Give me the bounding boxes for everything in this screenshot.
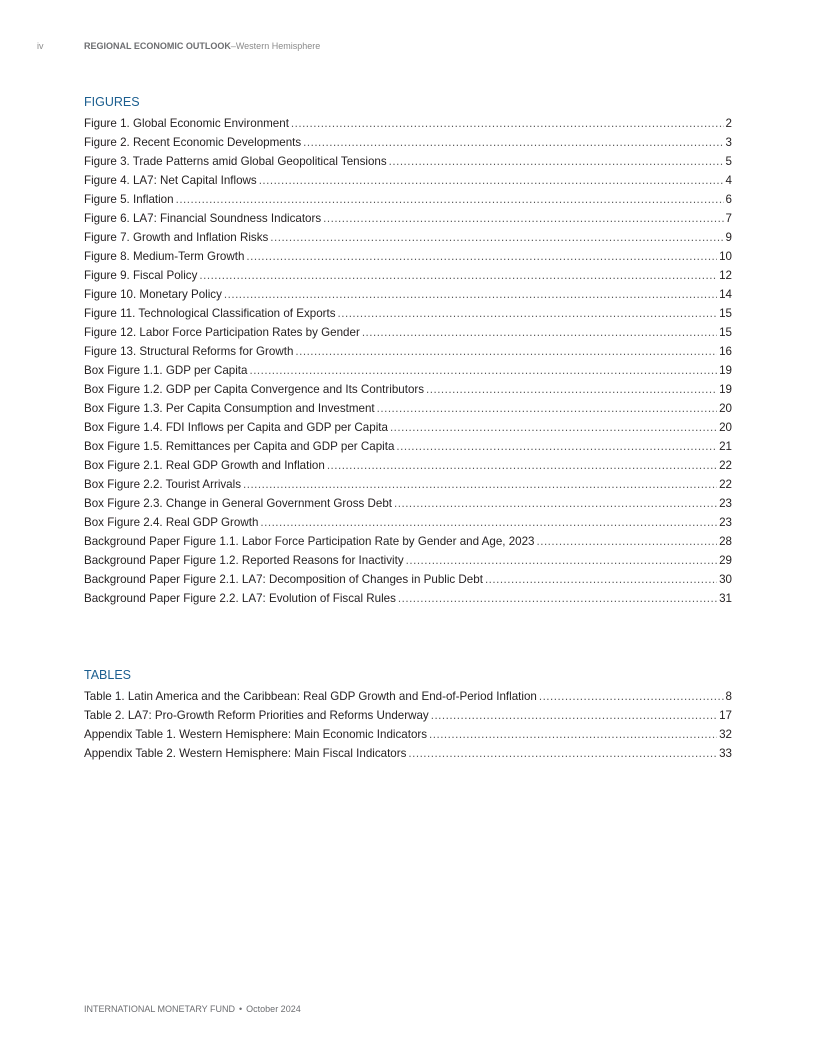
toc-entry-page: 8 xyxy=(725,690,732,703)
toc-entry-label: Figure 3. Trade Patterns amid Global Geopolitical Tensions xyxy=(84,155,387,168)
toc-entry-label: Box Figure 1.5. Remittances per Capita and GDP per Capita xyxy=(84,440,395,453)
toc-entry-label: Figure 1. Global Economic Environment xyxy=(84,117,289,130)
toc-entry-label: Figure 2. Recent Economic Developments xyxy=(84,136,302,149)
toc-entry-page: 12 xyxy=(719,269,732,282)
toc-entry[interactable] xyxy=(84,285,732,304)
toc-entry[interactable] xyxy=(84,323,732,342)
dot-leader xyxy=(485,570,717,589)
toc-entry-page: 19 xyxy=(719,364,732,377)
toc-entry[interactable] xyxy=(84,247,732,266)
toc-entry[interactable] xyxy=(84,744,732,763)
dot-leader xyxy=(429,725,717,744)
toc-entry[interactable] xyxy=(84,190,732,209)
toc-entry-page: 20 xyxy=(719,421,732,434)
page-footer xyxy=(84,1004,301,1014)
dot-leader xyxy=(270,228,723,247)
dot-leader xyxy=(291,114,724,133)
toc-entry-page: 28 xyxy=(719,535,732,548)
toc-entry-label: Figure 5. Inflation xyxy=(84,193,174,206)
tables-section xyxy=(84,666,732,763)
toc-entry-label: Figure 9. Fiscal Policy xyxy=(84,269,198,282)
toc-entry[interactable] xyxy=(84,152,732,171)
dot-leader xyxy=(323,209,723,228)
dot-leader xyxy=(394,494,717,513)
footer-date: October 2024 xyxy=(246,1004,301,1014)
running-title-sub: –Western Hemisphere xyxy=(230,41,321,51)
dot-leader xyxy=(389,152,724,171)
toc-entry-page: 17 xyxy=(719,709,732,722)
toc-entry-page: 29 xyxy=(719,554,732,567)
dot-leader xyxy=(249,361,717,380)
toc-entry[interactable] xyxy=(84,133,732,152)
toc-entry-page: 32 xyxy=(719,728,732,741)
page-number: iv xyxy=(37,41,44,51)
dot-leader xyxy=(426,380,717,399)
toc-entry-label: Figure 12. Labor Force Participation Rates by Gender xyxy=(84,326,360,339)
toc-entry-page: 7 xyxy=(725,212,732,225)
toc-entry-page: 22 xyxy=(719,478,732,491)
footer-organization: INTERNATIONAL MONETARY FUND xyxy=(84,1004,236,1014)
toc-entry-label: Box Figure 2.4. Real GDP Growth xyxy=(84,516,259,529)
toc-entry-label: Box Figure 1.2. GDP per Capita Convergence and Its Contributors xyxy=(84,383,425,396)
toc-entry-label: Box Figure 2.1. Real GDP Growth and Inflation xyxy=(84,459,325,472)
toc-entry[interactable] xyxy=(84,209,732,228)
toc-entry-page: 33 xyxy=(719,747,732,760)
dot-leader xyxy=(176,190,724,209)
dot-leader xyxy=(199,266,717,285)
running-title-main: REGIONAL ECONOMIC OUTLOOK xyxy=(84,41,231,51)
toc-entry-label: Box Figure 1.4. FDI Inflows per Capita and GDP per Capita xyxy=(84,421,388,434)
toc-entry[interactable] xyxy=(84,589,732,608)
toc-entry-page: 10 xyxy=(719,250,732,263)
toc-entry[interactable] xyxy=(84,437,732,456)
toc-entry[interactable] xyxy=(84,361,732,380)
toc-entry[interactable] xyxy=(84,304,732,323)
toc-entry-page: 6 xyxy=(725,193,732,206)
toc-entry[interactable] xyxy=(84,706,732,725)
toc-entry[interactable] xyxy=(84,494,732,513)
toc-entry-page: 15 xyxy=(719,326,732,339)
dot-leader xyxy=(224,285,717,304)
dot-leader xyxy=(396,437,717,456)
toc-entry-label: Background Paper Figure 1.2. Reported Reasons for Inactivity xyxy=(84,554,404,567)
toc-entry-page: 2 xyxy=(725,117,732,130)
toc-entry-label: Figure 6. LA7: Financial Soundness Indicators xyxy=(84,212,322,225)
toc-entry-label: Box Figure 1.3. Per Capita Consumption and Investment xyxy=(84,402,375,415)
toc-entry[interactable] xyxy=(84,171,732,190)
toc-entry[interactable] xyxy=(84,532,732,551)
toc-entry-page: 21 xyxy=(719,440,732,453)
toc-entry[interactable] xyxy=(84,114,732,133)
toc-entry[interactable] xyxy=(84,570,732,589)
dot-leader xyxy=(398,589,717,608)
toc-entry-page: 4 xyxy=(725,174,732,187)
toc-entry-page: 9 xyxy=(725,231,732,244)
figures-section xyxy=(84,93,732,608)
toc-entry-label: Box Figure 1.1. GDP per Capita xyxy=(84,364,248,377)
running-header xyxy=(0,41,816,55)
toc-entry-page: 30 xyxy=(719,573,732,586)
dot-leader xyxy=(390,418,717,437)
toc-entry-label: Figure 4. LA7: Net Capital Inflows xyxy=(84,174,257,187)
toc-entry-label: Figure 11. Technological Classification of Exports xyxy=(84,307,336,320)
toc-entry-page: 3 xyxy=(725,136,732,149)
toc-entry[interactable] xyxy=(84,687,732,706)
dot-leader xyxy=(259,171,724,190)
dot-leader xyxy=(431,706,717,725)
toc-entry[interactable] xyxy=(84,725,732,744)
toc-entry[interactable] xyxy=(84,399,732,418)
footer-separator: • xyxy=(239,1004,243,1014)
toc-entry-page: 22 xyxy=(719,459,732,472)
toc-entry-label: Figure 13. Structural Reforms for Growth xyxy=(84,345,294,358)
figures-list xyxy=(84,114,732,608)
dot-leader xyxy=(303,133,723,152)
running-title xyxy=(84,41,320,51)
toc-entry-page: 5 xyxy=(725,155,732,168)
toc-entry-label: Background Paper Figure 1.1. Labor Force Participation Rate by Gender and Age, 2023 xyxy=(84,535,535,548)
toc-entry-page: 23 xyxy=(719,497,732,510)
dot-leader xyxy=(537,532,718,551)
toc-entry-label: Background Paper Figure 2.2. LA7: Evolution of Fiscal Rules xyxy=(84,592,396,605)
toc-entry[interactable] xyxy=(84,266,732,285)
toc-entry-label: Figure 7. Growth and Inflation Risks xyxy=(84,231,269,244)
toc-entry[interactable] xyxy=(84,380,732,399)
dot-leader xyxy=(406,551,717,570)
toc-entry-label: Background Paper Figure 2.1. LA7: Decomposition of Changes in Public Debt xyxy=(84,573,483,586)
toc-entry-label: Figure 10. Monetary Policy xyxy=(84,288,222,301)
toc-entry-page: 23 xyxy=(719,516,732,529)
dot-leader xyxy=(338,304,718,323)
figures-heading: FIGURES xyxy=(84,95,140,109)
toc-entry[interactable] xyxy=(84,513,732,532)
toc-entry-label: Box Figure 2.3. Change in General Government Gross Debt xyxy=(84,497,393,510)
dot-leader xyxy=(260,513,717,532)
toc-entry-label: Table 2. LA7: Pro-Growth Reform Priorities and Reforms Underway xyxy=(84,709,429,722)
toc-entry-page: 15 xyxy=(719,307,732,320)
toc-entry-page: 14 xyxy=(719,288,732,301)
toc-entry[interactable] xyxy=(84,475,732,494)
toc-entry[interactable] xyxy=(84,342,732,361)
dot-leader xyxy=(295,342,717,361)
toc-entry-label: Table 1. Latin America and the Caribbean: Real GDP Growth and End-of-Period Inflation xyxy=(84,690,537,703)
dot-leader xyxy=(377,399,717,418)
tables-list xyxy=(84,687,732,763)
toc-entry[interactable] xyxy=(84,456,732,475)
dot-leader xyxy=(408,744,717,763)
toc-entry[interactable] xyxy=(84,551,732,570)
toc-entry-page: 20 xyxy=(719,402,732,415)
tables-heading: TABLES xyxy=(84,668,132,682)
toc-entry[interactable] xyxy=(84,418,732,437)
dot-leader xyxy=(246,247,717,266)
dot-leader xyxy=(539,687,724,706)
toc-entry-page: 19 xyxy=(719,383,732,396)
dot-leader xyxy=(327,456,717,475)
dot-leader xyxy=(243,475,717,494)
toc-entry-label: Appendix Table 1. Western Hemisphere: Main Economic Indicators xyxy=(84,728,428,741)
toc-entry-label: Box Figure 2.2. Tourist Arrivals xyxy=(84,478,242,491)
toc-entry-label: Figure 8. Medium-Term Growth xyxy=(84,250,245,263)
toc-entry[interactable] xyxy=(84,228,732,247)
toc-entry-page: 16 xyxy=(719,345,732,358)
toc-entry-label: Appendix Table 2. Western Hemisphere: Main Fiscal Indicators xyxy=(84,747,407,760)
toc-entry-page: 31 xyxy=(719,592,732,605)
dot-leader xyxy=(362,323,717,342)
